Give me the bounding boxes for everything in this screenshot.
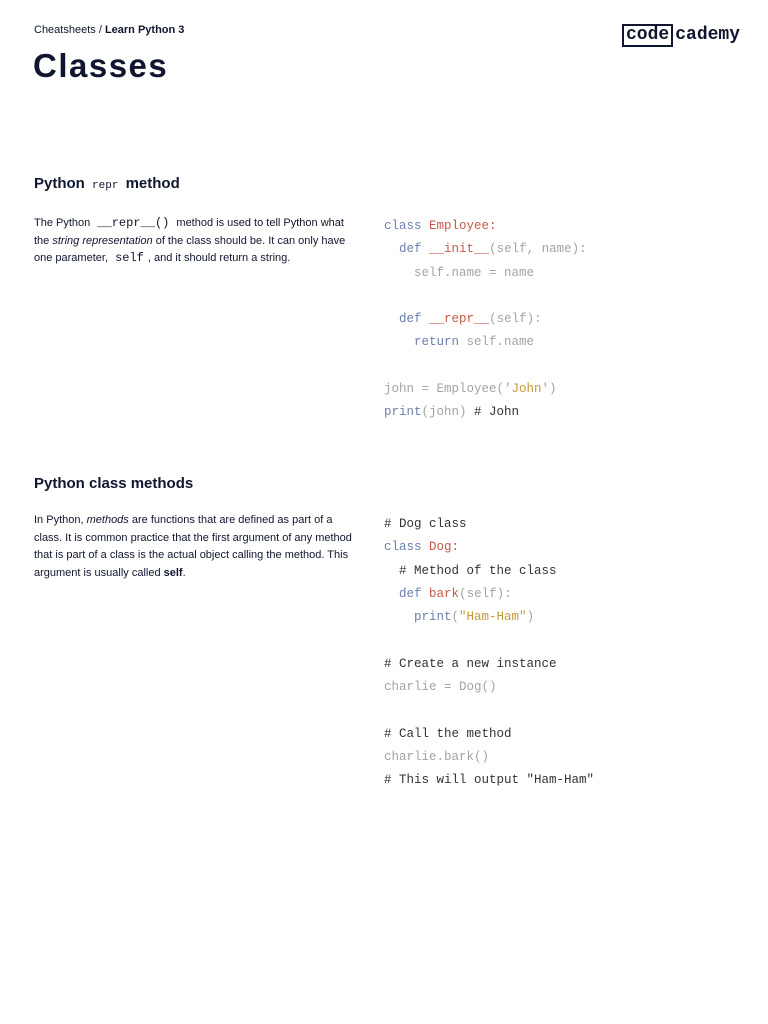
breadcrumb-current: Learn Python 3 xyxy=(104,24,185,36)
heading-text: Python xyxy=(34,175,85,192)
code-example-repr: class Employee: def __init__(self, name): self.name = name def __repr__(self): return self.name john = Employee('John') print(john) # John xyxy=(384,219,587,420)
section-heading-class-methods: Python class methods xyxy=(34,475,194,492)
inline-code: __repr__() xyxy=(97,216,170,230)
codecademy-logo[interactable] xyxy=(622,23,740,47)
inline-code: self xyxy=(115,251,144,265)
page-title: Classes xyxy=(33,47,169,84)
logo-rest-text: cademy xyxy=(675,24,741,45)
section-heading-repr xyxy=(34,174,180,196)
logo-boxed-text: code xyxy=(622,24,673,47)
breadcrumb-separator: / xyxy=(95,24,105,36)
section-description-class-methods: In Python, methods are functions that are defined as part of a class. It is common practice that the first argument of any method that is part of a class is the actual object calling the method. This argument is usually called self. xyxy=(34,514,352,579)
bold-text: self xyxy=(163,566,183,579)
breadcrumb xyxy=(34,23,184,37)
emphasis: methods xyxy=(86,514,129,526)
heading-text: method xyxy=(125,175,180,192)
heading-code: repr xyxy=(92,180,119,192)
emphasis: string representation xyxy=(52,234,153,247)
section-description-repr: The Python __repr__() method is used to tell Python what the string representation of the class should be. It can only have one parameter, self , and it should return a string. xyxy=(34,216,346,265)
breadcrumb-cheatsheets-link[interactable]: Cheatsheets xyxy=(34,24,96,36)
code-example-class-methods: # Dog class class Dog: # Method of the class def bark(self): print("Ham-Ham") # Create a new instance charlie = Dog() # Call the method charlie.bark() # This will output "Ham-Ham" xyxy=(384,517,595,788)
